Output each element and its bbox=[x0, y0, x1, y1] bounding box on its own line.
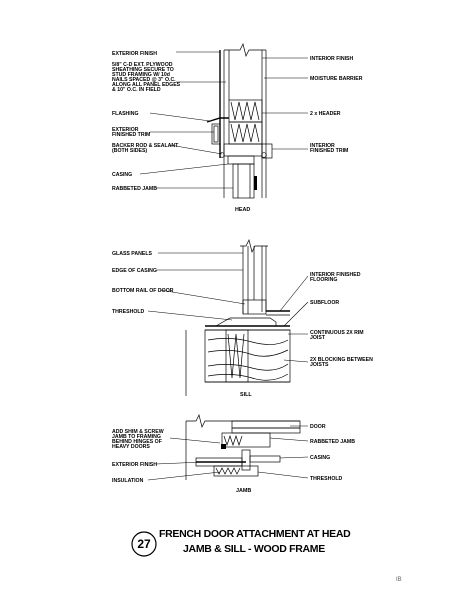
head-label-plywood-5: ALONG ALL PANEL EDGES bbox=[112, 82, 181, 88]
jamb-label-shim-4: HEAVY DOORS bbox=[112, 444, 150, 450]
sill-label-subfloor: SUBFLOOR bbox=[310, 300, 340, 306]
head-label-plywood-3: STUD FRAMING W/ 10d bbox=[112, 72, 170, 78]
sill-label-bottom-rail: BOTTOM RAIL OF DOOR bbox=[112, 288, 174, 294]
head-detail bbox=[112, 44, 363, 213]
sill-label-blocking-1: 2X BLOCKING BETWEEN bbox=[310, 357, 373, 363]
jamb-label-rabbeted-jamb: RABBETED JAMB bbox=[310, 439, 355, 445]
sill-detail bbox=[112, 240, 373, 398]
head-drawing bbox=[207, 44, 272, 198]
title-line-2: JAMB & SILL - WOOD FRAME bbox=[183, 543, 325, 555]
head-label-plywood-6: & 10" O.C. IN FIELD bbox=[112, 87, 161, 93]
jamb-label-casing: CASING bbox=[310, 455, 331, 461]
title-block bbox=[132, 528, 351, 556]
page-number: IB bbox=[396, 577, 402, 583]
head-label-exterior-trim-2: FINISHED TRIM bbox=[112, 132, 151, 138]
head-label-interior-finish: INTERIOR FINISH bbox=[310, 56, 354, 62]
sill-label-interior-flooring-1: INTERIOR FINISHED bbox=[310, 272, 361, 278]
jamb-label-shim-2: JAMB TO FRAMING bbox=[112, 434, 161, 440]
head-label-exterior-trim-1: EXTERIOR bbox=[112, 127, 139, 133]
jamb-leaders bbox=[148, 426, 308, 480]
sill-label-interior-flooring-2: FLOORING bbox=[310, 277, 338, 283]
head-label-backer-rod-1: BACKER ROD & SEALANT bbox=[112, 143, 179, 149]
sill-label-glass-panels: GLASS PANELS bbox=[112, 251, 152, 257]
head-label-rabbeted-jamb: RABBETED JAMB bbox=[112, 186, 157, 192]
jamb-detail bbox=[112, 415, 355, 494]
sill-label-edge-of-casing: EDGE OF CASING bbox=[112, 268, 157, 274]
head-label-interior-trim-1: INTERIOR bbox=[310, 143, 335, 149]
head-label-interior-trim-2: FINISHED TRIM bbox=[310, 148, 349, 154]
jamb-caption: JAMB bbox=[236, 488, 252, 494]
head-label-plywood-4: NAILS SPACED @ 3" O.C. bbox=[112, 77, 176, 83]
head-label-header: 2 x HEADER bbox=[310, 111, 341, 117]
sill-drawing bbox=[186, 240, 290, 396]
head-caption: HEAD bbox=[235, 207, 251, 213]
jamb-label-door: DOOR bbox=[310, 424, 326, 430]
jamb-label-insulation: INSULATION bbox=[112, 478, 144, 484]
sill-caption: SILL bbox=[240, 392, 252, 398]
sill-label-threshold: THRESHOLD bbox=[112, 309, 145, 315]
title-line-1: FRENCH DOOR ATTACHMENT AT HEAD bbox=[159, 528, 351, 540]
jamb-label-threshold: THRESHOLD bbox=[310, 476, 343, 482]
sill-label-blocking-2: JOISTS bbox=[310, 362, 329, 368]
jamb-label-shim-3: BEHIND HINGES OF bbox=[112, 439, 162, 445]
head-label-plywood-2: SHEATHING SECURE TO bbox=[112, 67, 174, 73]
detail-number: 27 bbox=[137, 537, 151, 551]
jamb-label-exterior-finish: EXTERIOR FINISH bbox=[112, 462, 157, 468]
jamb-drawing bbox=[186, 415, 300, 480]
head-label-plywood-1: 5/8" C-D EXT. PLYWOOD bbox=[112, 62, 173, 68]
sill-label-rim-joist-2: JOIST bbox=[310, 335, 325, 341]
sill-leaders bbox=[148, 253, 308, 362]
head-label-exterior-finish: EXTERIOR FINISH bbox=[112, 51, 157, 57]
head-label-moisture-barrier: MOISTURE BARRIER bbox=[310, 76, 363, 82]
head-label-flashing: FLASHING bbox=[112, 111, 139, 117]
jamb-label-shim-1: ADD SHIM & SCREW bbox=[112, 429, 164, 435]
sill-label-rim-joist-1: CONTINUOUS 2X RIM bbox=[310, 330, 364, 336]
head-label-casing: CASING bbox=[112, 172, 133, 178]
head-label-backer-rod-2: (BOTH SIDES) bbox=[112, 148, 148, 154]
